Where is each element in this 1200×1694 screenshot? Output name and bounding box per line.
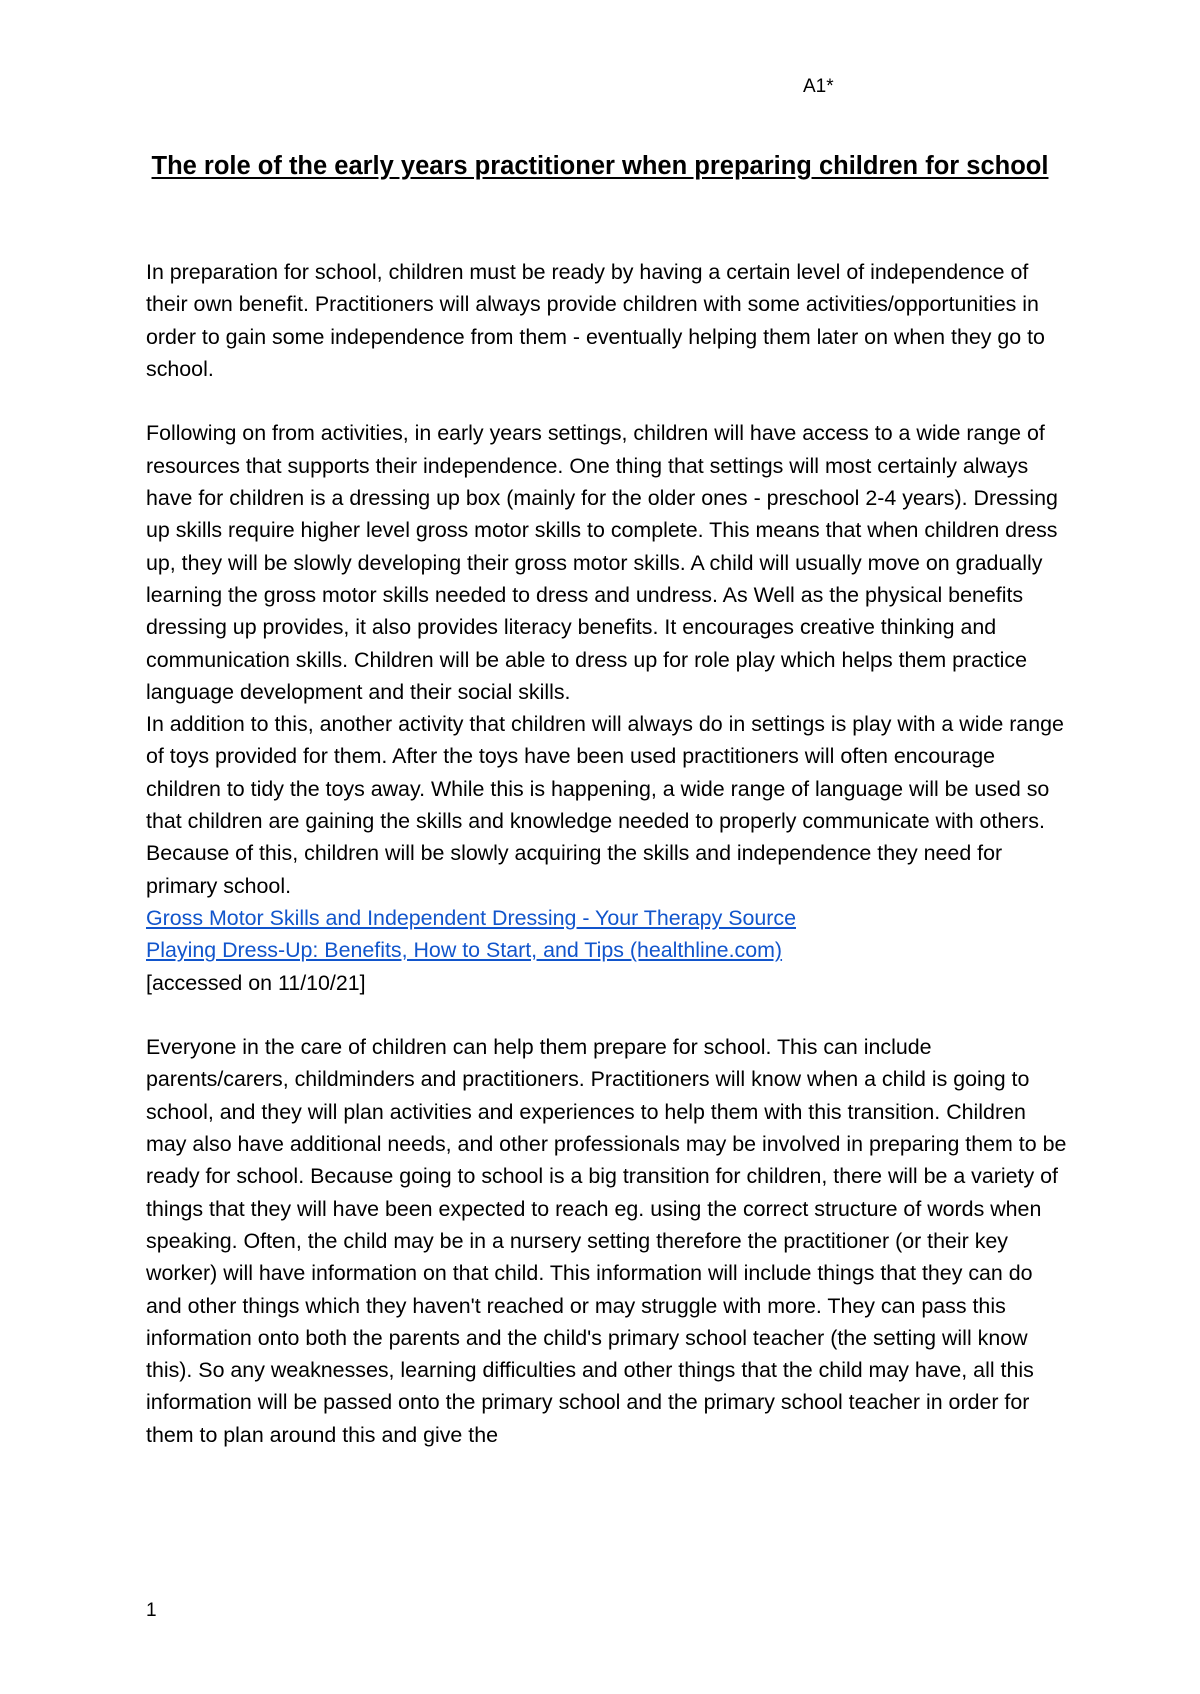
paragraph-4: Everyone in the care of children can help them prepare for school. This can include parents/carers, childminders and practitioners. Practitioners will know when a child is going to school, and they will plan activities and experiences to help them with this transition. Children may also have additional needs, and other professionals may be involved in preparing them to be ready for school. Because going to school is a big transition for children, there will be a variety of things that they will have been expected to reach eg. using the correct structure of words when speaking. Often, the child may be in a nursery setting therefore the practitioner (or their key worker) will have information on that child. This information will include things that they can do and other things which they haven't reached or may struggle with more. They can pass this information onto both the parents and the child's primary school teacher (the setting will know this). So any weaknesses, learning difficulties and other things that the child may have, all this information will be passed onto the primary school and the primary school teacher in order for them to plan around this and give the — [146, 1035, 1067, 1447]
paragraph-2: Following on from activities, in early years settings, children will have access to a wide range of resources that supports their independence. One thing that settings will most certainly always have for children is a dressing up box (mainly for the older ones - preschool 2-4 years). Dressing up skills require higher level gross motor skills to complete. This means that when children dress up, they will be slowly developing their gross motor skills. A child will usually move on gradually learning the gross motor skills needed to dress and undress. As Well as the physical benefits dressing up provides, it also provides literacy benefits. It encourages creative thinking and communication skills. Children will be able to dress up for role play which helps them practice language development and their social skills. — [146, 421, 1058, 704]
paragraph-1: In preparation for school, children must be ready by having a certain level of independence of their own benefit. Practitioners will always provide children with some activities/opportunities in order to gain some independence from them - eventually helping them later on when they go to school. — [146, 260, 1045, 381]
accessed-date: [accessed on 11/10/21] — [146, 970, 366, 995]
paragraph-3: In addition to this, another activity that children will always do in settings is play with a wide range of toys provided for them. After the toys have been used practitioners will often encourage children to tidy the toys away. While this is happening, a wide range of language will be used so that children are gaining the skills and knowledge needed to properly communicate with others. Because of this, children will be slowly acquiring the skills and independence they need for primary school. — [146, 712, 1064, 898]
paragraph-gap — [146, 385, 1072, 417]
document-title: The role of the early years practitioner when preparing children for school — [151, 152, 1049, 180]
paragraph-gap — [146, 999, 1072, 1031]
reference-link-dress-up[interactable]: Playing Dress-Up: Benefits, How to Start, and Tips (healthline.com) — [146, 938, 783, 963]
reference-link-gross-motor[interactable]: Gross Motor Skills and Independent Dressing - Your Therapy Source — [146, 905, 796, 930]
grade-label: A1* — [803, 76, 834, 97]
document-body — [146, 256, 1072, 1451]
page-number: 1 — [146, 1600, 157, 1621]
